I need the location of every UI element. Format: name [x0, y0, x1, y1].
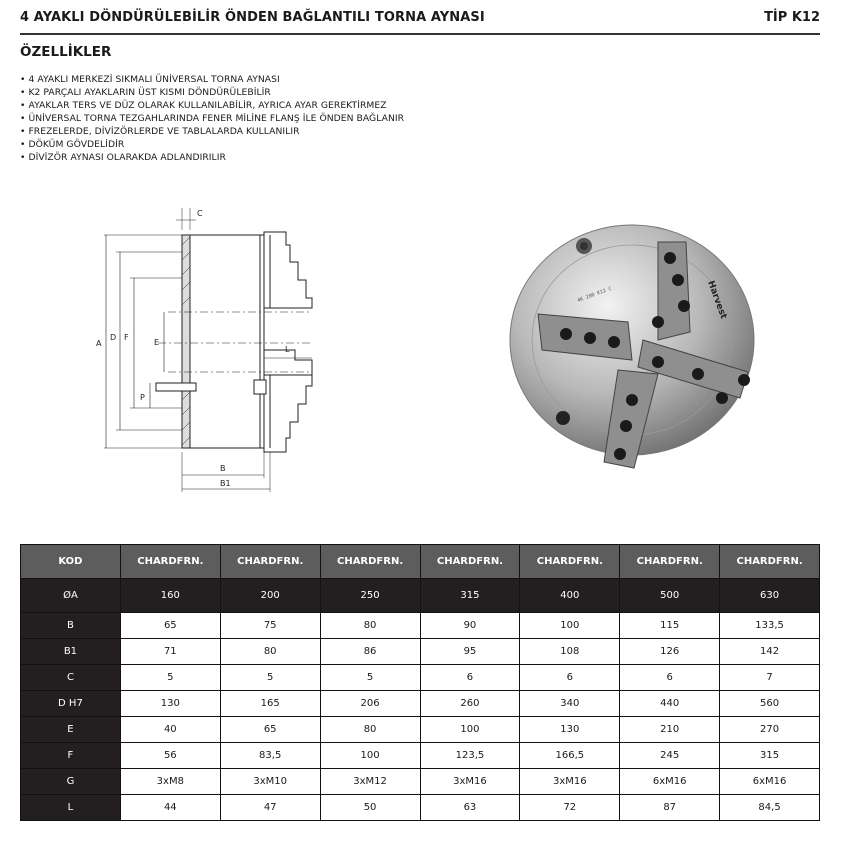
row-key: B1 — [21, 639, 121, 665]
table-cell: 80 — [320, 717, 420, 743]
features-list — [20, 73, 404, 164]
table-cell: 130 — [520, 717, 620, 743]
table-row — [21, 665, 820, 691]
feature-item: • AYAKLAR TERS VE DÜZ OLARAK KULLANILABİLİR, AYRICA AYAR GEREKTİRMEZ — [20, 99, 404, 112]
photo-engraving: 4K 200 K12 C — [576, 285, 613, 304]
table-cell: 86 — [320, 639, 420, 665]
column-header: CHARDFRN. — [520, 545, 620, 579]
table-cell: 72 — [520, 795, 620, 821]
table-header-row — [21, 545, 820, 579]
row-key: C — [21, 665, 121, 691]
dim-label-e: E — [154, 338, 160, 347]
table-cell: 206 — [320, 691, 420, 717]
table-cell: 3xM16 — [520, 769, 620, 795]
row-key: ØA — [21, 579, 121, 613]
table-cell: 3xM10 — [220, 769, 320, 795]
table-cell: 65 — [220, 717, 320, 743]
table-cell: 6 — [420, 665, 520, 691]
table-cell: 270 — [720, 717, 820, 743]
technical-drawing — [90, 200, 340, 500]
column-header: CHARDFRN. — [620, 545, 720, 579]
table-cell: 44 — [120, 795, 220, 821]
table-cell: 315 — [720, 743, 820, 769]
table-cell: 84,5 — [720, 795, 820, 821]
table-cell: 260 — [420, 691, 520, 717]
table-cell: 5 — [320, 665, 420, 691]
page-header — [20, 9, 820, 35]
dim-label-p: P — [140, 393, 145, 402]
dim-label-l: L — [285, 345, 290, 354]
dim-label-f: F — [124, 333, 129, 342]
table-cell: 3xM12 — [320, 769, 420, 795]
feature-item: • 4 AYAKLI MERKEZİ SIKMALI ÜNİVERSAL TORNA AYNASI — [20, 73, 404, 86]
dim-label-b: B — [220, 464, 226, 473]
table-cell: 87 — [620, 795, 720, 821]
table-cell: 340 — [520, 691, 620, 717]
table-cell: 133,5 — [720, 613, 820, 639]
table-cell: 100 — [320, 743, 420, 769]
page-title: 4 AYAKLI DÖNDÜRÜLEBİLİR ÖNDEN BAĞLANTILI TORNA AYNASI — [20, 10, 485, 25]
dim-label-c: C — [197, 209, 203, 218]
table-cell: 630 — [720, 579, 820, 613]
row-key: F — [21, 743, 121, 769]
features-title: ÖZELLİKLER — [20, 44, 112, 60]
table-cell: 6xM16 — [620, 769, 720, 795]
column-header: CHARDFRN. — [220, 545, 320, 579]
table-cell: 80 — [220, 639, 320, 665]
table-cell: 210 — [620, 717, 720, 743]
table-cell: 50 — [320, 795, 420, 821]
table-cell: 142 — [720, 639, 820, 665]
photo-brand: Harvest — [705, 279, 729, 321]
table-cell: 6xM16 — [720, 769, 820, 795]
feature-item: • DİVİZÖR AYNASI OLARAKDA ADLANDIRILIR — [20, 151, 404, 164]
table-row — [21, 579, 820, 613]
table-cell: 47 — [220, 795, 320, 821]
table-cell: 95 — [420, 639, 520, 665]
table-row — [21, 691, 820, 717]
table-cell: 130 — [120, 691, 220, 717]
table-cell: 65 — [120, 613, 220, 639]
table-cell: 115 — [620, 613, 720, 639]
table-cell: 6 — [620, 665, 720, 691]
table-cell: 500 — [620, 579, 720, 613]
table-cell: 7 — [720, 665, 820, 691]
table-cell: 440 — [620, 691, 720, 717]
table-cell: 250 — [320, 579, 420, 613]
row-key: D H7 — [21, 691, 121, 717]
feature-item: • K2 PARÇALI AYAKLARIN ÜST KISMI DÖNDÜRÜLEBİLİR — [20, 86, 404, 99]
feature-item: • ÜNİVERSAL TORNA TEZGAHLARINDA FENER MİLİNE FLANŞ İLE ÖNDEN BAĞLANIR — [20, 112, 404, 125]
table-row — [21, 613, 820, 639]
column-header: CHARDFRN. — [120, 545, 220, 579]
table-cell: 245 — [620, 743, 720, 769]
table-cell: 200 — [220, 579, 320, 613]
table-cell: 3xM8 — [120, 769, 220, 795]
dim-label-a: A — [96, 339, 102, 348]
dim-label-b1: B1 — [220, 479, 231, 488]
table-cell: 90 — [420, 613, 520, 639]
column-header: CHARDFRN. — [420, 545, 520, 579]
column-header: CHARDFRN. — [320, 545, 420, 579]
column-header: KOD — [21, 545, 121, 579]
row-key: G — [21, 769, 121, 795]
table-row — [21, 769, 820, 795]
row-key: E — [21, 717, 121, 743]
feature-item: • FREZELERDE, DİVİZÖRLERDE VE TABLALARDA KULLANILIR — [20, 125, 404, 138]
table-row — [21, 717, 820, 743]
table-cell: 5 — [220, 665, 320, 691]
table-cell: 165 — [220, 691, 320, 717]
table-cell: 123,5 — [420, 743, 520, 769]
table-cell: 315 — [420, 579, 520, 613]
spec-table — [20, 544, 820, 821]
table-cell: 100 — [420, 717, 520, 743]
table-row — [21, 795, 820, 821]
type-code: TİP K12 — [764, 10, 820, 25]
table-cell: 71 — [120, 639, 220, 665]
table-cell: 80 — [320, 613, 420, 639]
dim-label-d: D — [110, 333, 117, 342]
table-cell: 160 — [120, 579, 220, 613]
table-cell: 5 — [120, 665, 220, 691]
table-cell: 400 — [520, 579, 620, 613]
table-cell: 3xM16 — [420, 769, 520, 795]
feature-item: • DÖKÜM GÖVDELİDİR — [20, 138, 404, 151]
table-cell: 100 — [520, 613, 620, 639]
chuck-photo — [508, 222, 763, 480]
table-cell: 560 — [720, 691, 820, 717]
table-cell: 75 — [220, 613, 320, 639]
row-key: B — [21, 613, 121, 639]
table-row — [21, 639, 820, 665]
row-key: L — [21, 795, 121, 821]
table-cell: 56 — [120, 743, 220, 769]
table-cell: 126 — [620, 639, 720, 665]
table-cell: 83,5 — [220, 743, 320, 769]
table-cell: 40 — [120, 717, 220, 743]
column-header: CHARDFRN. — [720, 545, 820, 579]
table-cell: 63 — [420, 795, 520, 821]
table-cell: 6 — [520, 665, 620, 691]
table-cell: 108 — [520, 639, 620, 665]
table-row — [21, 743, 820, 769]
table-cell: 166,5 — [520, 743, 620, 769]
